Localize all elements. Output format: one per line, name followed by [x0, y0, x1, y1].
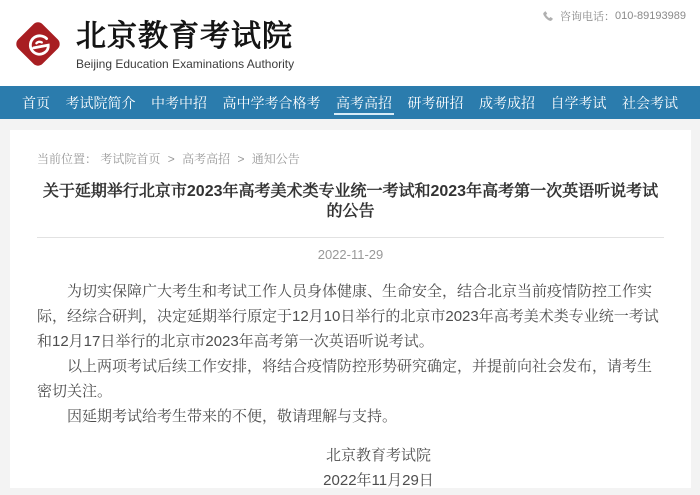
- nav-item-gaokao[interactable]: 高考高招: [336, 86, 392, 119]
- beijing-eea-logo-icon: [10, 16, 66, 72]
- article-title: 关于延期举行北京市2023年高考美术类专业统一考试和2023年高考第一次英语听说考试的公告: [42, 183, 659, 220]
- phone-icon: [542, 10, 555, 23]
- article-paragraph: 因延期考试给考生带来的不便，敬请理解与支持。: [67, 408, 398, 425]
- nav-item-about[interactable]: 考试院简介: [65, 94, 136, 111]
- article-body: [37, 279, 664, 429]
- article-signature-block: [37, 443, 664, 493]
- nav-item-yankao[interactable]: 研考研招: [407, 94, 464, 111]
- breadcrumb-separator: >: [237, 152, 245, 166]
- site-logo-link[interactable]: [10, 16, 294, 72]
- nav-item-chengkao[interactable]: 成考成招: [479, 94, 535, 111]
- signature-date: 2022年11月29日: [323, 472, 434, 489]
- article-date: 2022-11-29: [317, 247, 384, 262]
- nav-item-zixue[interactable]: 自学考试: [550, 94, 607, 111]
- hotline: [542, 8, 686, 24]
- article-paragraph: 以上两项考试后续工作安排，将结合疫情防控形势研究确定，并提前向社会发布，请考生密切关注。: [37, 358, 653, 400]
- brand-text: [76, 16, 294, 71]
- breadcrumb-gaokao-link[interactable]: 高考高招: [182, 152, 231, 166]
- breadcrumb: [37, 150, 664, 167]
- site-title: 北京教育考试院: [76, 19, 293, 54]
- hotline-label: 咨询电话：: [560, 11, 616, 23]
- signature-org: 北京教育考试院: [325, 447, 431, 464]
- nav-item-zhongkao[interactable]: 中考中招: [151, 94, 207, 111]
- content-panel: [10, 130, 691, 488]
- nav-item-home[interactable]: 首页: [22, 94, 50, 111]
- article-paragraph: 为切实保障广大考生和考试工作人员身体健康、生命安全，结合北京当前疫情防控工作实际，经综合研判，决定延期举行原定于12月10日举行的北京市2023年高考美术类专业统一考试和12月17日举行的北京市2023年高考第一次英语听说考试。: [37, 283, 659, 350]
- nav-item-shehui[interactable]: 社会考试: [622, 94, 678, 111]
- site-subtitle: Beijing Education Examinations Authority: [76, 57, 295, 71]
- nav-item-xuekao[interactable]: 高中学考合格考: [222, 94, 321, 111]
- breadcrumb-notice-link[interactable]: 通知公告: [251, 152, 300, 166]
- site-header: [0, 0, 700, 86]
- main-nav: [0, 86, 700, 119]
- title-divider: [37, 237, 664, 238]
- breadcrumb-home-link[interactable]: 考试院首页: [100, 152, 161, 166]
- breadcrumb-label: 当前位置：: [37, 152, 98, 166]
- hotline-number: 010-89193989: [615, 10, 686, 22]
- breadcrumb-separator: >: [167, 152, 175, 166]
